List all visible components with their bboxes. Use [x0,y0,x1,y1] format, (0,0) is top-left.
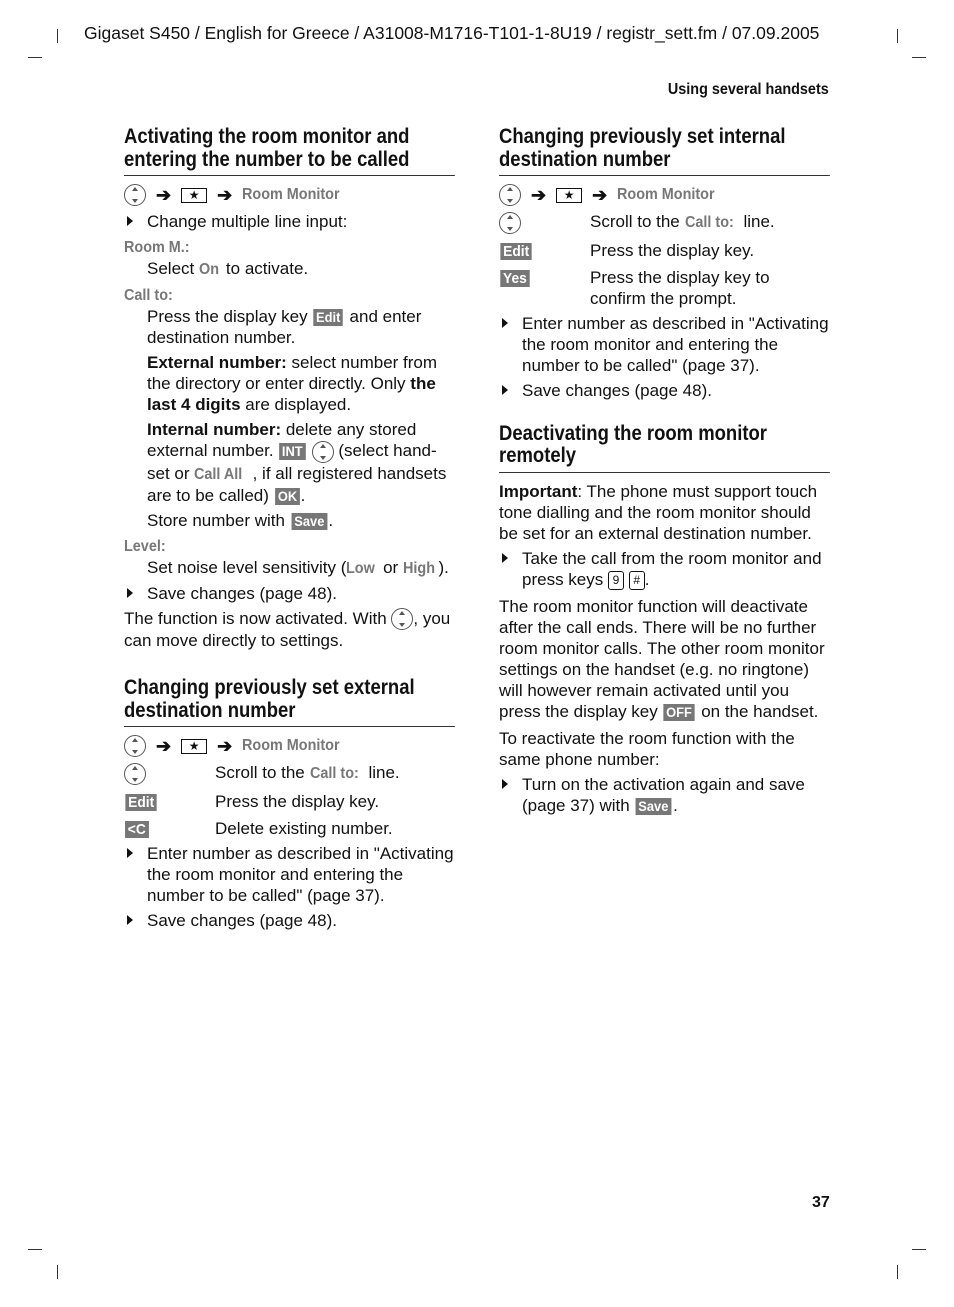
control-key-icon [124,184,146,206]
control-key-icon [499,184,521,206]
list-item: Take the call from the room monitor and press keys 9 # . [499,548,829,590]
paragraph: To reactivate the room function with the same phone number: [499,728,795,769]
display-key: Save [636,798,672,815]
bullet-icon [502,553,508,563]
bullet-icon [502,385,508,395]
arrow-right-icon: ➔ [217,735,233,756]
menu-path [124,734,454,758]
control-key-icon [124,763,146,785]
menu-path [499,183,829,207]
field-label: Level: [124,537,166,555]
list-item: Turn on the activation again and save (page 37) with Save . [499,774,829,816]
crop-mark [912,1249,926,1250]
display-key: Edit [500,243,532,260]
section-header: Using several handsets [668,81,829,98]
section-title: Deactivating the room monitor remotely [499,423,830,473]
display-key: OFF [664,704,695,721]
bullet-icon [127,848,133,858]
section-change-external [124,677,454,931]
key-9-icon: 9 [608,571,624,590]
section-title: Changing previously set external destination number [124,677,455,727]
list-item: Change multiple line input: [124,211,454,232]
list-item: Enter number as described in "Activating the room monitor and entering the number to be called" (page 37). [124,843,454,906]
menu-path [124,183,454,207]
control-key-icon [124,735,146,757]
arrow-right-icon: ➔ [531,184,547,205]
key-row: Yes Press the display key to confirm the prompt. [499,267,829,309]
arrow-right-icon: ➔ [217,184,233,205]
bullet-icon [502,779,508,789]
left-column [124,126,454,953]
crop-mark [897,1265,898,1279]
display-key: OK [275,488,300,505]
int-key: INT [280,443,306,460]
key-row: Edit Press the display key. [499,240,829,261]
crop-mark [57,29,58,43]
control-key-icon [391,608,413,630]
arrow-right-icon: ➔ [592,184,608,205]
section-title: Activating the room monitor and entering the number to be called [124,126,455,176]
bullet-icon [502,318,508,328]
key-row: Scroll to the Call to: line. [499,211,829,234]
control-key-icon [312,441,334,463]
paragraph: Press the display key Edit and enter destination number. [147,307,422,347]
bullet-icon [127,915,133,925]
key-row: <C Delete existing number. [124,818,454,839]
display-key: Edit [314,309,344,326]
delete-key: <C [125,821,149,838]
paragraph: The room monitor function will deactivate after the call ends. There will be no further room monitor calls. The other room monitor settings on the handset (e.g. no ringtone) will however remain activated until you press the display key OFF on the handset. [499,596,825,721]
bullet-icon [127,216,133,226]
field-label: Room M.: [124,239,190,256]
section-activate [124,126,454,651]
paragraph: External number: select number from the directory or enter directly. Only the last 4 digits are displayed. [147,353,438,414]
section-deactivate [499,423,829,816]
display-key: Edit [125,794,157,811]
field-label: Call to: [124,287,173,304]
key-row: Scroll to the Call to: line. [124,762,454,785]
crop-mark [912,57,926,58]
paragraph: Internal number: delete any stored external number. INT (select hand-set or Call All , if all registered handsets are to be called) OK . [147,420,447,505]
crop-mark [897,29,898,43]
list-item: Save changes (page 48). [499,380,829,401]
page-number: 37 [812,1194,830,1211]
menu-label: Room Monitor [242,737,340,755]
star-key-icon: ★ [181,188,207,203]
crop-mark [28,1249,42,1250]
paragraph: Store number with Save . [147,510,334,530]
star-key-icon: ★ [556,188,582,203]
control-key-icon [499,212,521,234]
crop-mark [28,57,42,58]
menu-label: Room Monitor [617,186,715,203]
section-change-internal [499,126,829,401]
paragraph: Important: The phone must support touch tone dialling and the room monitor should be set for an external destination number. [499,481,818,543]
bullet-icon [127,588,133,598]
paragraph: Select On to activate. [147,259,309,278]
display-key: Yes [500,270,529,287]
key-row: Edit Press the display key. [124,791,454,812]
display-key: Save [291,513,327,530]
right-column [499,126,829,838]
arrow-right-icon: ➔ [156,184,172,205]
menu-label: Room Monitor [242,186,340,203]
document-header: Gigaset S450 / English for Greece / A31008-M1716-T101-1-8U19 / registr_sett.fm / 07.09.2005 [84,23,820,43]
section-title: Changing previously set internal destination number [499,126,830,176]
list-item: Save changes (page 48). [124,583,454,604]
paragraph: Set noise level sensitivity (Low or High ). [147,557,449,577]
arrow-right-icon: ➔ [156,735,172,756]
hash-key-icon: # [629,571,645,590]
crop-mark [57,1265,58,1279]
list-item: Enter number as described in "Activating the room monitor and entering the number to be called" (page 37). [499,313,829,376]
paragraph: The function is now activated. With , you can move directly to settings. [124,608,451,651]
star-key-icon: ★ [181,739,207,754]
list-item: Save changes (page 48). [124,910,454,931]
